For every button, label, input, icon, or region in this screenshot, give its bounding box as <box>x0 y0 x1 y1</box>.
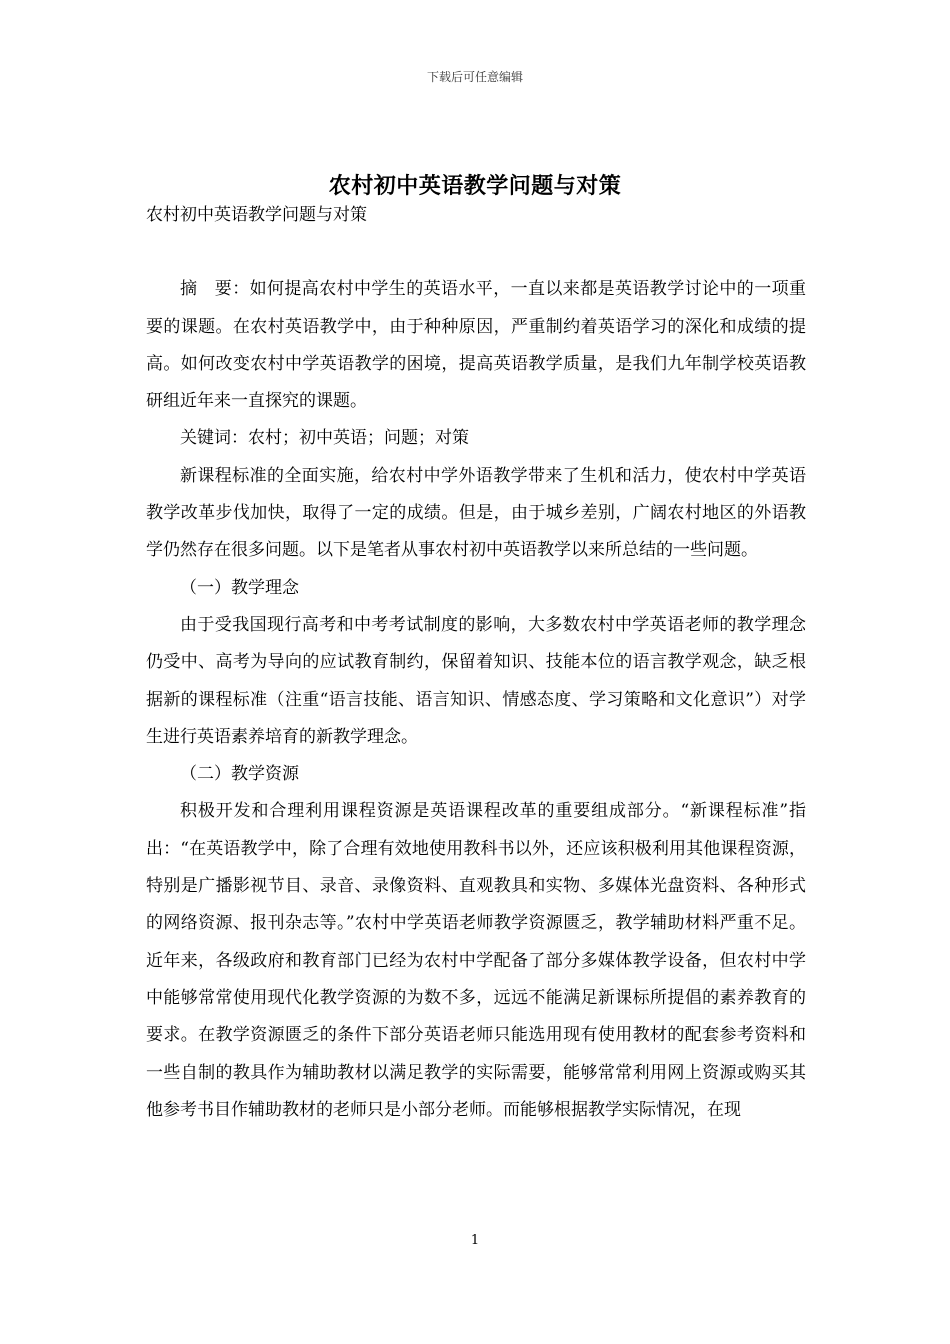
page-header-note: 下载后可任意编辑 <box>426 70 523 84</box>
intro-paragraph: 新课程标准的全面实施，给农村中学外语教学带来了生机和活力，使农村中学英语教学改革步伐加快，取得了一定的成绩。但是，由于城乡差别，广阔农村地区的外语教学仍然存在很多问题。以下是笔者从事农村初中英语教学以来所总结的一些问题。 <box>146 465 806 561</box>
section-heading-teaching-philosophy: （一）教学理念 <box>180 577 299 598</box>
section-paragraph-teaching-resources: 积极开发和合理利用课程资源是英语课程改革的重要组成部分。“新课程标准”指出：“在英语教学中，除了合理有效地使用教科书以外，还应该积极利用其他课程资源，特别是广播影视节目、录音、录像资料、直观教具和实物、多媒体光盘资料、各种形式的网络资源、报刊杂志等。”农村中学英语老师教学资源匮乏，教学辅助材料严重不足。近年来，各级政府和教育部门已经为农村中学配备了部分多媒体教学设备，但农村中学中能够常常使用现代化教学资源的为数不多，远远不能满足新课标所提倡的素养教育的要求。在教学资源匮乏的条件下部分英语老师只能选用现有使用教材的配套参考资料和一些自制的教具作为辅助教材以满足教学的实际需要，能够常常利用网上资源或购买其他参考书目作辅助教材的老师只是小部分老师。而能够根据教学实际情况，在现 <box>146 801 806 1120</box>
keywords-paragraph: 关键词：农村；初中英语；问题；对策 <box>180 428 469 449</box>
section-paragraph-teaching-philosophy: 由于受我国现行高考和中考考试制度的影响，大多数农村中学英语老师的教学理念仍受中、高考为导向的应试教育制约，保留着知识、技能本位的语言教学观念，缺乏根据新的课程标准（注重“语言技能、语言知识、情感态度、学习策略和文化意识”）对学生进行英语素养培育的新教学理念。 <box>146 614 806 747</box>
document-subtitle: 农村初中英语教学问题与对策 <box>146 205 367 225</box>
document-title: 农村初中英语教学问题与对策 <box>328 172 622 199</box>
abstract-paragraph: 摘 要：如何提高农村中学生的英语水平，一直以来都是英语教学讨论中的一项重要的课题。在农村英语教学中，由于种种原因，严重制约着英语学习的深化和成绩的提高。如何改变农村中学英语教学的困境，提高英语教学质量，是我们九年制学校英语教研组近年来一直探究的课题。 <box>146 279 806 412</box>
document-body <box>146 197 806 1129</box>
page-number: 1 <box>470 1233 480 1248</box>
section-heading-teaching-resources: （二）教学资源 <box>180 764 299 785</box>
